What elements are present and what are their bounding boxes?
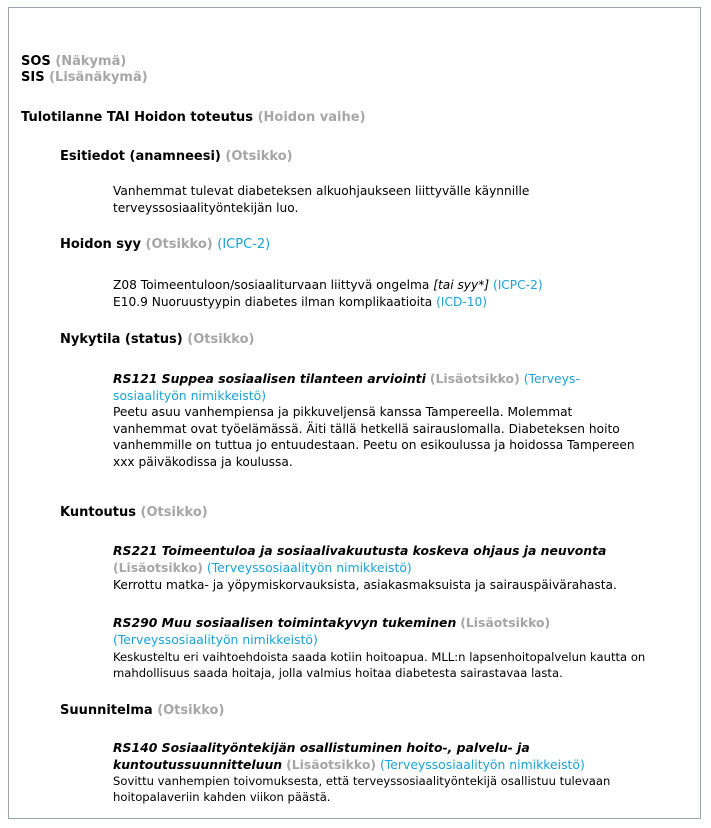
esitiedot-text [113, 183, 686, 216]
phase-heading [21, 110, 366, 126]
hoidon-syy-line-1 [113, 277, 686, 294]
rs121-code-1: (Terveys- [523, 371, 580, 386]
rs221-heading [113, 543, 686, 576]
diagnosis-z08-code: (ICPC-2) [492, 278, 543, 292]
nykytila-line-3: vanhemmille on tuttua jo entuudestaan. Peetu on esikoulussa ja hoidossa Tampereen [113, 438, 635, 452]
sis-code: SIS [21, 70, 45, 85]
esitiedot-line-2: terveyssosiaalityöntekijän luo. [113, 200, 299, 215]
rs121-title: RS121 Suppea sosiaalisen tilanteen arviointi [113, 371, 426, 386]
nykytila-line-2: vanhemmat ovat työelämässä. Äiti tällä hetkellä sairauslomalla. Diabeteksen hoito [113, 421, 620, 436]
phase-title: Tulotilanne TAI Hoidon toteutus [21, 110, 254, 125]
diagnosis-z08-alt: [tai syy*] [433, 278, 490, 292]
rs290-heading [113, 615, 686, 648]
rs121-note: (Lisäotsikko) [429, 371, 520, 386]
rs140-code: (Terveyssosiaalityön nimikkeistö) [379, 756, 585, 772]
rs290-line-1: Keskusteltu eri vaihtoehdoista saada kotiin hoitoapua. MLL:n lapsenhoitopalvelun kautta on [113, 650, 646, 664]
diagnosis-e10: E10.9 Nuoruustyypin diabetes ilman komplikaatioita [113, 295, 433, 309]
rs221-title: RS221 Toimeentuloa ja sosiaalivakuutusta koskeva ohjaus ja neuvonta [113, 543, 607, 558]
hoidon-syy-title: Hoidon syy [60, 237, 141, 252]
rs140-line-1: Sovittu vanhempien toivomuksesta, että terveyssosiaalityöntekijä osallistuu tulevaan [113, 774, 611, 788]
suunnitelma-heading [60, 703, 224, 719]
nykytila-heading [60, 332, 254, 348]
rs140-text [113, 773, 686, 805]
nykytila-subheading [113, 371, 686, 404]
rs140-heading [113, 740, 686, 773]
nykytila-title: Nykytila (status) [60, 332, 183, 347]
rs221-text: Kerrottu matka- ja yöpymiskorvauksista, asiakasmaksuista ja sairauspäivärahasta. [113, 578, 617, 592]
nykytila-line-1: Peetu asuu vanhempiensa ja pikkuveljensä kanssa Tampereella. Molemmat [113, 405, 573, 419]
esitiedot-heading [60, 149, 293, 165]
hoidon-syy-line-2 [113, 294, 686, 311]
rs290-text [113, 649, 686, 681]
rs121-code-2: sosiaalityön nimikkeistö) [113, 387, 267, 403]
kuntoutus-heading [60, 505, 208, 521]
rs290-code: (Terveyssosiaalityön nimikkeistö) [113, 631, 318, 647]
document-frame [8, 7, 701, 819]
esitiedot-line-1: Vanhemmat tulevat diabeteksen alkuohjaukseen liittyvälle käynnille [113, 184, 530, 198]
suunnitelma-title: Suunnitelma [60, 703, 153, 718]
sos-note: (Näkymä) [55, 54, 127, 69]
rs140-title-1: RS140 Sosiaalityöntekijän osallistuminen hoito-, palvelu- ja [113, 740, 530, 755]
rs221-code: (Terveyssosiaalityön nimikkeistö) [206, 559, 412, 575]
rs221-note: (Lisäotsikko) [113, 559, 203, 575]
hoidon-syy-code: (ICPC-2) [217, 237, 271, 252]
rs290-line-2: mahdollisuus saada hoitaja, jolla valmius hoitaa diabetesta sairastavaa lasta. [113, 666, 563, 680]
rs290-note: (Lisäotsikko) [460, 615, 551, 630]
esitiedot-note: (Otsikko) [225, 149, 293, 164]
sis-line [21, 70, 148, 86]
kuntoutus-title: Kuntoutus [60, 505, 136, 520]
hoidon-syy-note: (Otsikko) [145, 237, 213, 252]
kuntoutus-note: (Otsikko) [140, 505, 208, 520]
esitiedot-title: Esitiedot (anamneesi) [60, 149, 221, 164]
diagnosis-z08: Z08 Toimeentuloon/sosiaaliturvaan liittyvä ongelma [113, 278, 430, 292]
rs140-note: (Lisäotsikko) [286, 756, 377, 772]
phase-note: (Hoidon vaihe) [257, 110, 366, 125]
sos-line [21, 54, 126, 70]
diagnosis-e10-code: (ICD-10) [436, 295, 488, 309]
nykytila-note: (Otsikko) [187, 332, 255, 347]
nykytila-text [113, 404, 686, 470]
hoidon-syy-heading [60, 237, 270, 253]
rs140-line-2: hoitopalaveriin kahden viikon päästä. [113, 790, 331, 804]
suunnitelma-note: (Otsikko) [157, 703, 225, 718]
sis-note: (Lisänäkymä) [49, 70, 148, 85]
rs140-title-2: kuntoutussuunnitteluun [113, 756, 283, 772]
sos-code: SOS [21, 54, 51, 69]
rs290-title: RS290 Muu sosiaalisen toimintakyvyn tukeminen [113, 615, 457, 630]
nykytila-line-4: xxx päiväkodissa ja koulussa. [113, 454, 293, 469]
